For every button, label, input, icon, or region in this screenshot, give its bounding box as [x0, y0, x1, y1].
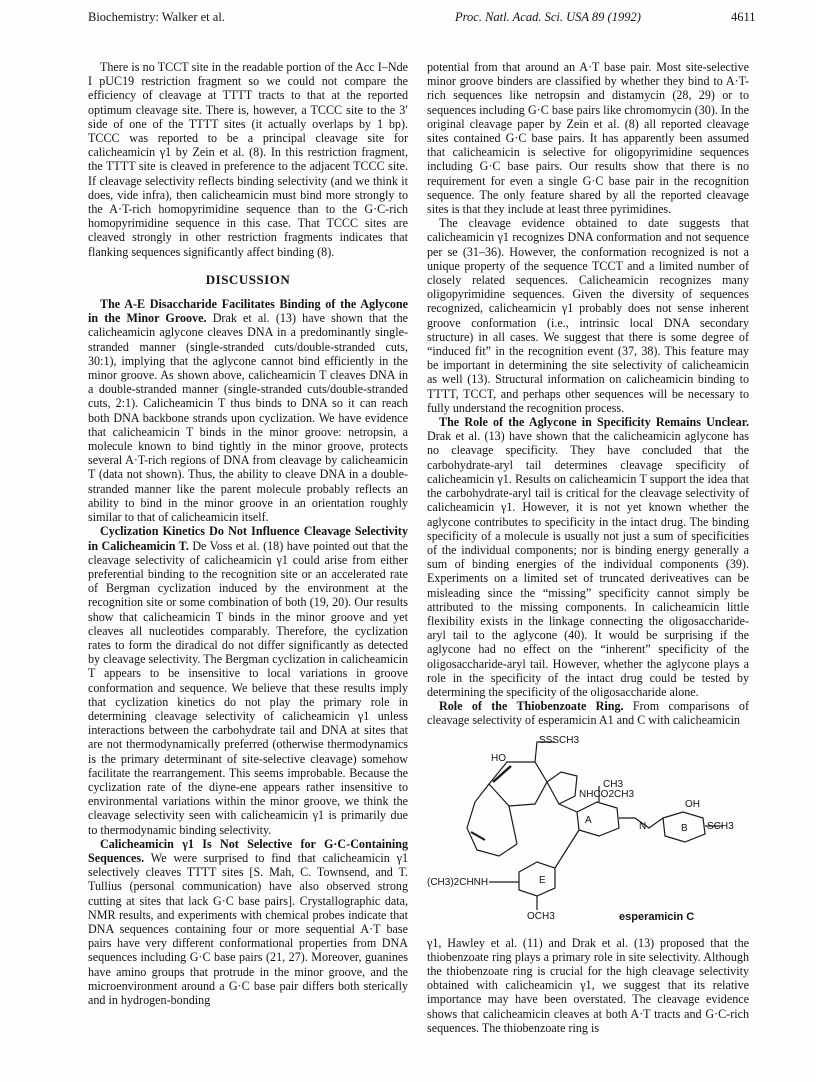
running-header-authors: Biochemistry: Walker et al.: [88, 10, 225, 24]
section-disaccharide: [88, 297, 408, 524]
section-gc-selectivity: [88, 837, 408, 1007]
label-nhco2ch3: NHCO2CH3: [579, 788, 635, 800]
label-ring-b: B: [681, 822, 688, 834]
paragraph-tcct-site: There is no TCCT site in the readable portion of the Acc I–Nde I pUC19 restriction fragment so we could not compare the efficiency of cleavage at TTTT tracts to that at the reported optimum cleavage site. There is, however, a TCCC site to the 3′ side of one of the TTTT sites (it actually overlaps by 1 bp). TCCC was reported to be a principal cleavage site for calicheamicin γ1 by Zein et al. (8). In this restriction fragment, the TTTT site is cleaved in preference to the adjacent TCCC site. If cleavage selectivity reflects binding selectivity (and we think it does, vide infra), then calicheamicin must bind more strongly to the A·T-rich homopyrimidine sequence than to the G·C-rich homopyrimidine sequence in this case. That TCCC sites are cleaved strongly in other restriction fragments indicates that flanking sequences significantly affect binding (8).: [88, 60, 408, 259]
section-body: Drak et al. (13) have shown that the calicheamicin aglycone has no cleavage specificity. They have concluded that the carbohydrate-aryl tail determines cleavage specificity of calicheamicin γ1. Results on calicheamicin T support the idea that the carbohydrate-aryl tail is critical for the cleavage selectivity of calicheamicin γ1. However, it is not yet known whether the aglycone contributes to specificity in the intact drug. The binding specificity of a molecule is usually not just a sum of specificities of the individual components; nor is binding energy generally a sum of binding energies of the individual components (39). Experiments on a limited set of truncated deriveatives can be misleading since the “missing” specificity cannot simply be attributed to the missing components. In calicheamicin little flexibility exists in the linkage connecting the oligosaccharide-aryl tail to the aglycone (40). It would be surprising if the aglycone had no effect on the “inherent” specificity of the oligosaccharide-aryl tail. However, whether the aglycone plays a role in the specificity of the intact drug could be tested by determining the specificity of the oligosaccharide alone.: [427, 429, 749, 699]
esperamicin-c-structure: [427, 732, 749, 932]
left-column: [88, 60, 408, 1007]
paragraph-conformation: The cleavage evidence obtained to date suggests that calicheamicin γ1 recognizes DNA conformation and not sequence per se (31–36). However, the conformation recognized is not a unique property of the sequence TCCT and a limited number of closely related sequences. Calicheamicin recognizes many oligopyrimidine sequences. Given the diversity of sequences recognized, calicheamicin γ1 probably does not sense inherent groove conformation (i.e., intrinsic local DNA secondary structure) in all cases. We suggest that there is some degree of “induced fit” in the recognition event (37, 38). This feature may be important in determining the site selectivity of calicheamicin as well (13). Structural information on calicheamicin binding to TTTT, TCCT, and perhaps other sequences will be necessary to fully understand the recognition process.: [427, 216, 749, 415]
section-cyclization: [88, 524, 408, 836]
section-body: De Voss et al. (18) have pointed out that the cleavage selectivity of calicheamicin γ1 could arise from either preferential binding to the recognition site or an accelerated rate of Bergman cyclization induced by the environment at the recognition site or some combination of both (19, 20). Our results show that calicheamicin T binds in the minor groove and yet cleaves all nucleotides comparably. Therefore, the cyclization rates to form the diradical do not differ significantly as detected by cleavage selectivity. The Bergman cyclization in calicheamicin T appears to be insensitive to local variations in groove conformation and sequence. We believe that these results imply that cyclization kinetics do not play the primary role in determining cleavage selectivity of calicheamicin γ1 unless interactions between the carbohydrate tail and DNA at sites that are not thermodynamically preferred (otherwise thermodynamics is the primary determinant of site-selective cleavage) somehow facilitate the rearrangement. This seems improbable. Because the cyclization rate of the diyne-ene appears rather insensitive to environmental variations within the minor groove, we think the cleavage selectivity seen with calicheamicin γ1 is primarily due to thermodynamic binding selectivity.: [88, 538, 408, 837]
figure-caption: esperamicin C: [619, 910, 695, 923]
discussion-heading: DISCUSSION: [205, 271, 291, 287]
running-header-journal: Proc. Natl. Acad. Sci. USA 89 (1992): [455, 10, 641, 24]
right-column: [427, 60, 749, 1035]
section-body: Drak et al. (13) have shown that the calicheamicin aglycone cleaves DNA in a predominantly single-stranded manner (single-stranded cuts/double-stranded cuts, 30:1), implying that the aglycone cannot bind efficiently in the minor groove. As shown above, calicheamicin T cleaves DNA in a double-stranded manner (single-stranded cuts/double-stranded cuts, 2:1). Calicheamicin T thus binds to DNA so it can reach both DNA backbone strands upon cyclization. We have evidence that calicheamicin T binds in the minor groove: netropsin, a molecule known to bind tightly in the minor groove, protects several A·T-rich regions of DNA from cleavage by calicheamicin T (data not shown). Thus, the ability to cleave DNA in a double-stranded manner like the parent molecule probably reflects an ability to bind in the minor groove in an orientation roughly similar to that of calicheamicin itself.: [88, 311, 408, 525]
section-title: The A-E Disaccharide Facilitates Binding of the Aglycone in the Minor Groove.: [88, 297, 408, 326]
section-title: The Role of the Aglycone in Specificity Remains Unclear.: [439, 415, 749, 430]
section-body: We were surprised to find that calicheamicin γ1 selectively cleaves TTTT sites [S. Mah, C. Townsend, and T. Tullius (personal communication) have also observed strong cutting at sites that lack G·C base pairs]. Crystallographic data, NMR results, and experiments with chemical probes indicate that DNA sequences containing four or more sequential A·T base pairs have very different conformational properties from DNA sequences including G·C base pairs (21, 27). Moreover, guanines have amino groups that protrude in the minor groove, and the microenvironment around a G·C base pair differs both sterically and in hydrogen-bonding: [88, 850, 409, 1007]
label-ring-a: A: [585, 814, 592, 826]
label-ring-e: E: [539, 874, 546, 886]
section-title: Cyclization Kinetics Do Not Influence Cleavage Selectivity in Calicheamicin T.: [88, 524, 408, 553]
label-och3: OCH3: [527, 910, 555, 922]
section-aglycone: [427, 415, 749, 699]
label-sch3: SCH3: [707, 820, 734, 832]
label-oh: OH: [685, 798, 700, 810]
label-sssch3: SSSCH3: [539, 734, 580, 746]
section-body: From comparisons of cleavage selectivity of esperamicin A1 and C with calicheamicin: [427, 699, 749, 728]
label-ho: HO: [491, 752, 506, 764]
section-title: Role of the Thiobenzoate Ring.: [439, 699, 624, 714]
label-isopropylamine: (CH3)2CHNH: [427, 876, 489, 888]
paragraph-after-figure: γ1, Hawley et al. (11) and Drak et al. (13) proposed that the thiobenzoate ring plays a primary role in site selectivity. Although the thiobenzoate ring is crucial for the high cleavage selectivity obtained with calicheamicin γ1, we suggest that its relative importance may have been overstated. The cleavage evidence shows that calicheamicin cleaves at both A·T tracts and G·C-rich sequences. The thiobenzoate ring is: [427, 935, 749, 1035]
label-n: N: [639, 820, 647, 832]
label-ch3: CH3: [603, 778, 624, 790]
page-number: 4611: [731, 10, 756, 24]
paragraph-continued: potential from that around an A·T base pair. Most site-selective minor groove binders are classified by whether they bind to A·T-rich sequences like netropsin and distamycin (28, 29) or to sequences including G·C base pairs like chromomycin (30). In the original cleavage paper by Zein et al. (8) all reported cleavage sites contained G·C base pairs. It has apparently been assumed that calicheamicin is selective for oligopyrimidine sequences including G·C base pairs. Our results show that there is no requirement for even a single G·C base pair in the recognition sequence. The only feature shared by all the reported cleavage sites is that they include at least three pyrimidines.: [427, 60, 749, 217]
chemical-structure-drawing: [427, 732, 749, 932]
section-thiobenzoate: [427, 699, 749, 727]
section-title: Calicheamicin γ1 Is Not Selective for G·C-Containing Sequences.: [88, 836, 408, 865]
